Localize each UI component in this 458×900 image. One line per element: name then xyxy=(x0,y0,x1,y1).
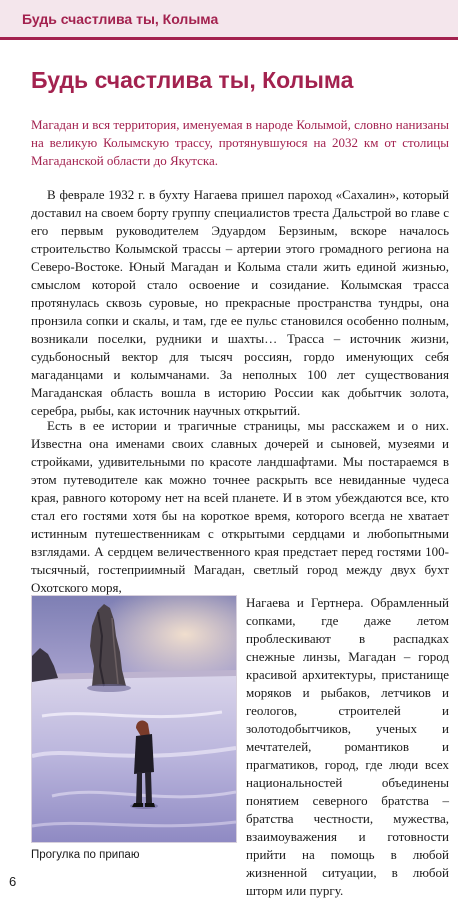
body-paragraph-1: В феврале 1932 г. в бухту Нагаева пришел пароход «Сахалин», который доставил на своем борту группу специалистов треста Дальстрой во главе с его первым руководителем Эдуардом Берзиным, вскоре началось строительство Колымской трассы – артерии этого громадного региона на Северо-Востоке. Юный Магадан и Колыма стали жить единой жизнью, смыслом которой стало освоение и созидание. Колымская трасса протянулась сквозь суровые, но прекрасные пространства тундры, она пронзила сопки и скалы, и там, где ее пульс становился особенно полным, возникали поселки, рудники и шахты… Трасса – источник жизни, судьбоносный вектор для тысяч россиян, гордо именующих себя магаданцами и колымчанами. За неполных 100 лет существования Магаданская область вошла в историю России как добытчик золота, серебра, рыбы, как источник научных открытий. xyxy=(31,187,449,418)
photo-caption: Прогулка по припаю xyxy=(31,849,140,861)
running-header-title: Будь счастлива ты, Колыма xyxy=(22,11,219,27)
body-paragraph-2: Есть в ее истории и трагичные страницы, мы расскажем и о них. Известна она именами своих славных дочерей и сыновей, музеями и стройками, удивительными по красоте ландшафтами. Мы постараемся в этом путеводителе как можно точнее раскрыть все невиданные чудеса края, равного которому нет на всей планете. И в этом убеждаются все, кто стал его гостями хотя бы на короткое время, которого всегда не хватает истинным путешественникам с открытыми сердцами и любопытными взглядами. А сердцем величественного края предстает перед гостями 100-тысячный, гостеприимный Магадан, светлый город между двух бухт Охотского моря, xyxy=(31,418,449,595)
photo-ice-walk xyxy=(31,595,237,843)
wrapped-paragraph: Нагаева и Гертнера. Обрамленный сопками, где даже летом проблескивают в распадках снежные линзы, Магадан – город красивой архитектуры, пристанище моряков и рыбаков, летчиков и геологов, строителей и золотодобытчиков, ученых и мечтателей, романтиков и прагматиков, город, где люди всех национальностей объединены понятием северного братства – братства честности, мужества, взаимоуважения и готовности прийти на помощь в любой жизненной ситуации, в любой шторм или пургу. xyxy=(246,595,449,898)
lead-paragraph: Магадан и вся территория, именуемая в народе Колымой, словно нанизаны на великую Колымскую трассу, протянувшуюся на 2032 км от столицы Магаданской области до Якутска. xyxy=(31,117,449,168)
page-number: 6 xyxy=(9,874,17,889)
running-header xyxy=(0,0,458,40)
chapter-title: Будь счастлива ты, Колыма xyxy=(31,67,354,93)
